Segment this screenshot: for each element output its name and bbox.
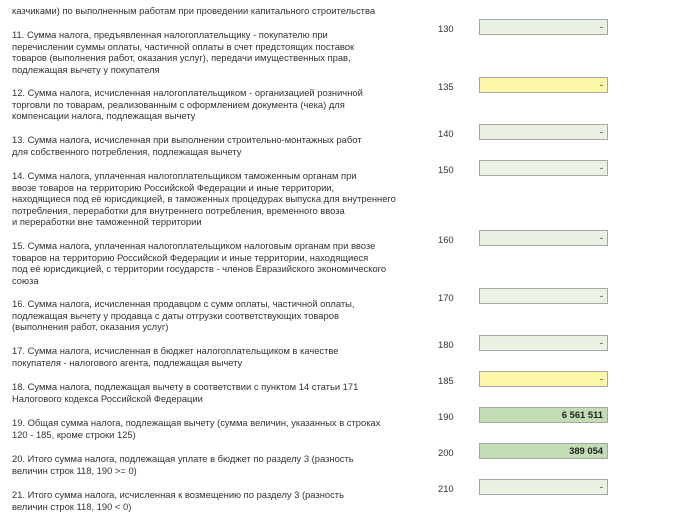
amount-field-160[interactable]: - — [479, 230, 608, 246]
top-continuation-text: казчиками) по выполненным работам при проведении капитального строительства — [12, 5, 376, 16]
row-label: 17. Сумма налога, исчисленная в бюджет налогоплательщиком в качестве покупателя - налогового агента, подлежащая вычету — [12, 345, 339, 368]
amount-field-185[interactable]: - — [479, 371, 608, 387]
amount-field-170[interactable]: - — [479, 288, 608, 304]
amount-field-210[interactable]: - — [479, 479, 608, 495]
amount-field-190[interactable]: 6 561 511 — [479, 407, 608, 423]
row-code: 190 — [438, 411, 454, 422]
row-label: 19. Общая сумма налога, подлежащая вычету (сумма величин, указанных в строках 120 - 185, кроме строки 125) — [12, 417, 381, 440]
row-label: 15. Сумма налога, уплаченная налогоплательщиком налоговым органам при ввозе товаров на территорию Российской Федерации и иные территории, находящиеся под её юрисдикцией, с территории государств - членов Евразийского экономического союза — [12, 240, 387, 286]
row-code: 140 — [438, 128, 454, 139]
amount-field-130[interactable]: - — [479, 19, 608, 35]
row-code: 130 — [438, 23, 454, 34]
row-code: 160 — [438, 234, 454, 245]
row-code: 185 — [438, 375, 454, 386]
row-code: 200 — [438, 447, 454, 458]
row-label: 21. Итого сумма налога, исчисленная к возмещению по разделу 3 (разность величин строк 118, 190 < 0) — [12, 489, 344, 512]
row-code: 135 — [438, 81, 454, 92]
row-code: 150 — [438, 164, 454, 175]
amount-field-135[interactable]: - — [479, 77, 608, 93]
amount-field-200[interactable]: 389 054 — [479, 443, 608, 459]
row-label: 16. Сумма налога, исчисленная продавцом с сумм оплаты, частичной оплаты, подлежащая вычету у продавца с даты отгрузки соответствующих товаров (выполнения работ, оказания услуг) — [12, 298, 355, 333]
row-label: 13. Сумма налога, исчисленная при выполнении строительно-монтажных работ для собственного потребления, подлежащая вычету — [12, 134, 362, 157]
amount-field-140[interactable]: - — [479, 124, 608, 140]
row-label: 14. Сумма налога, уплаченная налогоплательщиком таможенным органам при ввозе товаров на территорию Российской Федерации и иные территории, находящиеся под её юрисдикцией, в таможенных процедурах выпуска для внутреннего потребления, переработки для внутреннего потребления, временного ввоза и переработки вне таможенной территории — [12, 170, 396, 228]
amount-field-150[interactable]: - — [479, 160, 608, 176]
row-label: 12. Сумма налога, исчисленная налогоплательщиком - организацией розничной торговли по товарам, реализованным с оформлением документа (чека) для компенсации налога, подлежащая вычету — [12, 87, 363, 122]
row-code: 170 — [438, 292, 454, 303]
amount-field-180[interactable]: - — [479, 335, 608, 351]
row-label: 20. Итого сумма налога, подлежащая уплате в бюджет по разделу 3 (разность величин строк 118, 190 >= 0) — [12, 453, 354, 476]
row-code: 180 — [438, 339, 454, 350]
row-label: 11. Сумма налога, предъявленная налогоплательщику - покупателю при перечислении суммы оплаты, частичной оплаты в счет предстоящих поставок товаров (выполнения работ, оказания услуг), передачи имущественных прав, подлежащая вычету у покупателя — [12, 29, 355, 75]
row-code: 210 — [438, 483, 454, 494]
row-label: 18. Сумма налога, подлежащая вычету в соответствии с пунктом 14 статьи 171 Налогового кодекса Российской Федерации — [12, 381, 359, 404]
